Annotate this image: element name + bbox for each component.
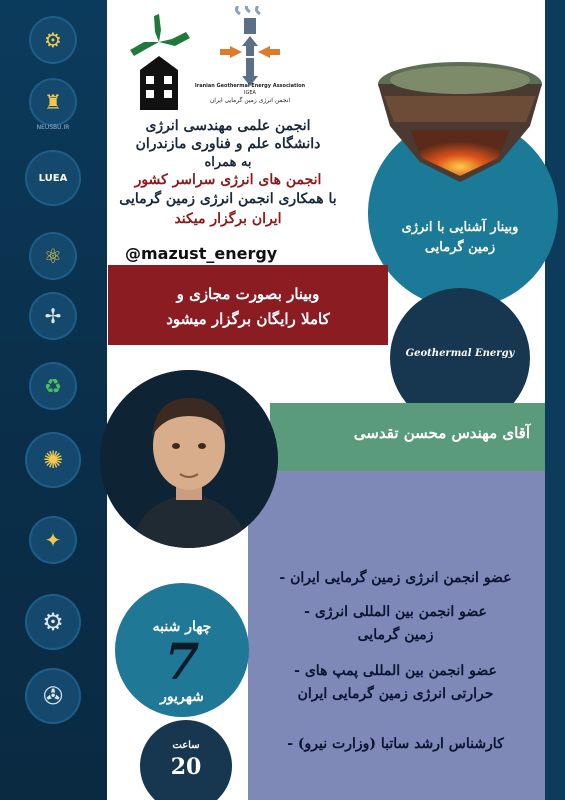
- header-line-3: به همراه: [204, 155, 252, 170]
- partner-caption-neusbu: NEUSBU.IR: [36, 124, 70, 131]
- header-line-4: انجمن های انرژی سراسر کشور: [134, 172, 322, 188]
- gear-emblem-icon: ⚙: [25, 594, 81, 650]
- online-free-banner: [108, 265, 388, 345]
- banner-line-2: کاملا رایگان برگزار میشود: [166, 310, 330, 328]
- header-line-1: انجمن علمی مهندسی انرژی: [145, 118, 311, 134]
- speaker-portrait-icon: [100, 370, 278, 548]
- speaker-photo: [100, 370, 278, 548]
- social-handle: @mazust_energy: [125, 244, 278, 263]
- event-date: 7: [164, 632, 200, 691]
- geothermal-rock-icon: [370, 44, 550, 190]
- time-label: ساعت: [172, 740, 200, 751]
- energy-badge-icon: ✺: [25, 432, 81, 488]
- webinar-title: [370, 218, 550, 258]
- energy-gear-icon: ⚙: [29, 16, 77, 64]
- banner-line-1: وبینار بصورت مجازی و: [176, 285, 320, 303]
- credential-item-3-cont: حرارتی انرژی زمین گرمایی ایران: [297, 686, 494, 702]
- speaker-name: آقای مهندس محسن تقدسی: [353, 424, 530, 442]
- bulb-icon: ✦: [29, 516, 77, 564]
- wind-turbine-logo-icon: [120, 12, 198, 114]
- credential-item-2-cont: زمین گرمایی: [357, 627, 434, 643]
- header-line-6: ایران برگزار میکند: [174, 211, 282, 227]
- event-month: شهریور: [160, 689, 204, 705]
- event-day: چهار شنبه: [152, 619, 212, 635]
- credential-item-2: عضو انجمن بین المللی انرژی -: [304, 604, 487, 620]
- event-time: 20: [170, 754, 202, 780]
- wind-turbine-icon: ✢: [29, 292, 77, 340]
- tower-icon: ♜: [29, 78, 77, 126]
- header-line-5: با همکاری انجمن انرژی زمین گرمایی: [119, 191, 337, 207]
- igea-name-en: Iranian Geothermal Energy Association: [194, 83, 306, 89]
- credential-item-4: کارشناس ارشد ساتبا (وزارت نیرو) -: [287, 736, 504, 752]
- leaf-cycle-icon: ♻: [29, 362, 77, 410]
- turbine-shield-icon: ✇: [25, 668, 81, 724]
- webinar-title-line-2: زمین گرمایی: [424, 240, 496, 255]
- credential-item-3: عضو انجمن بین المللی پمپ های -: [294, 663, 497, 679]
- webinar-title-line-1: وبینار آشنایی با انرژی: [401, 220, 519, 235]
- igea-abbr: IGEA: [244, 90, 256, 96]
- header-line-2: دانشگاه علم و فناوری مازندران: [135, 136, 321, 152]
- luea-gear-icon: LUEA: [25, 150, 81, 206]
- igea-name-fa: انجمن انرژی زمین گرمایی ایران: [209, 97, 291, 104]
- atom-bolt-icon: ⚛: [29, 232, 77, 280]
- geothermal-energy-label: Geothermal Energy: [405, 348, 515, 359]
- credential-item-1: عضو انجمن انرژی زمین گرمایی ایران -: [279, 570, 512, 586]
